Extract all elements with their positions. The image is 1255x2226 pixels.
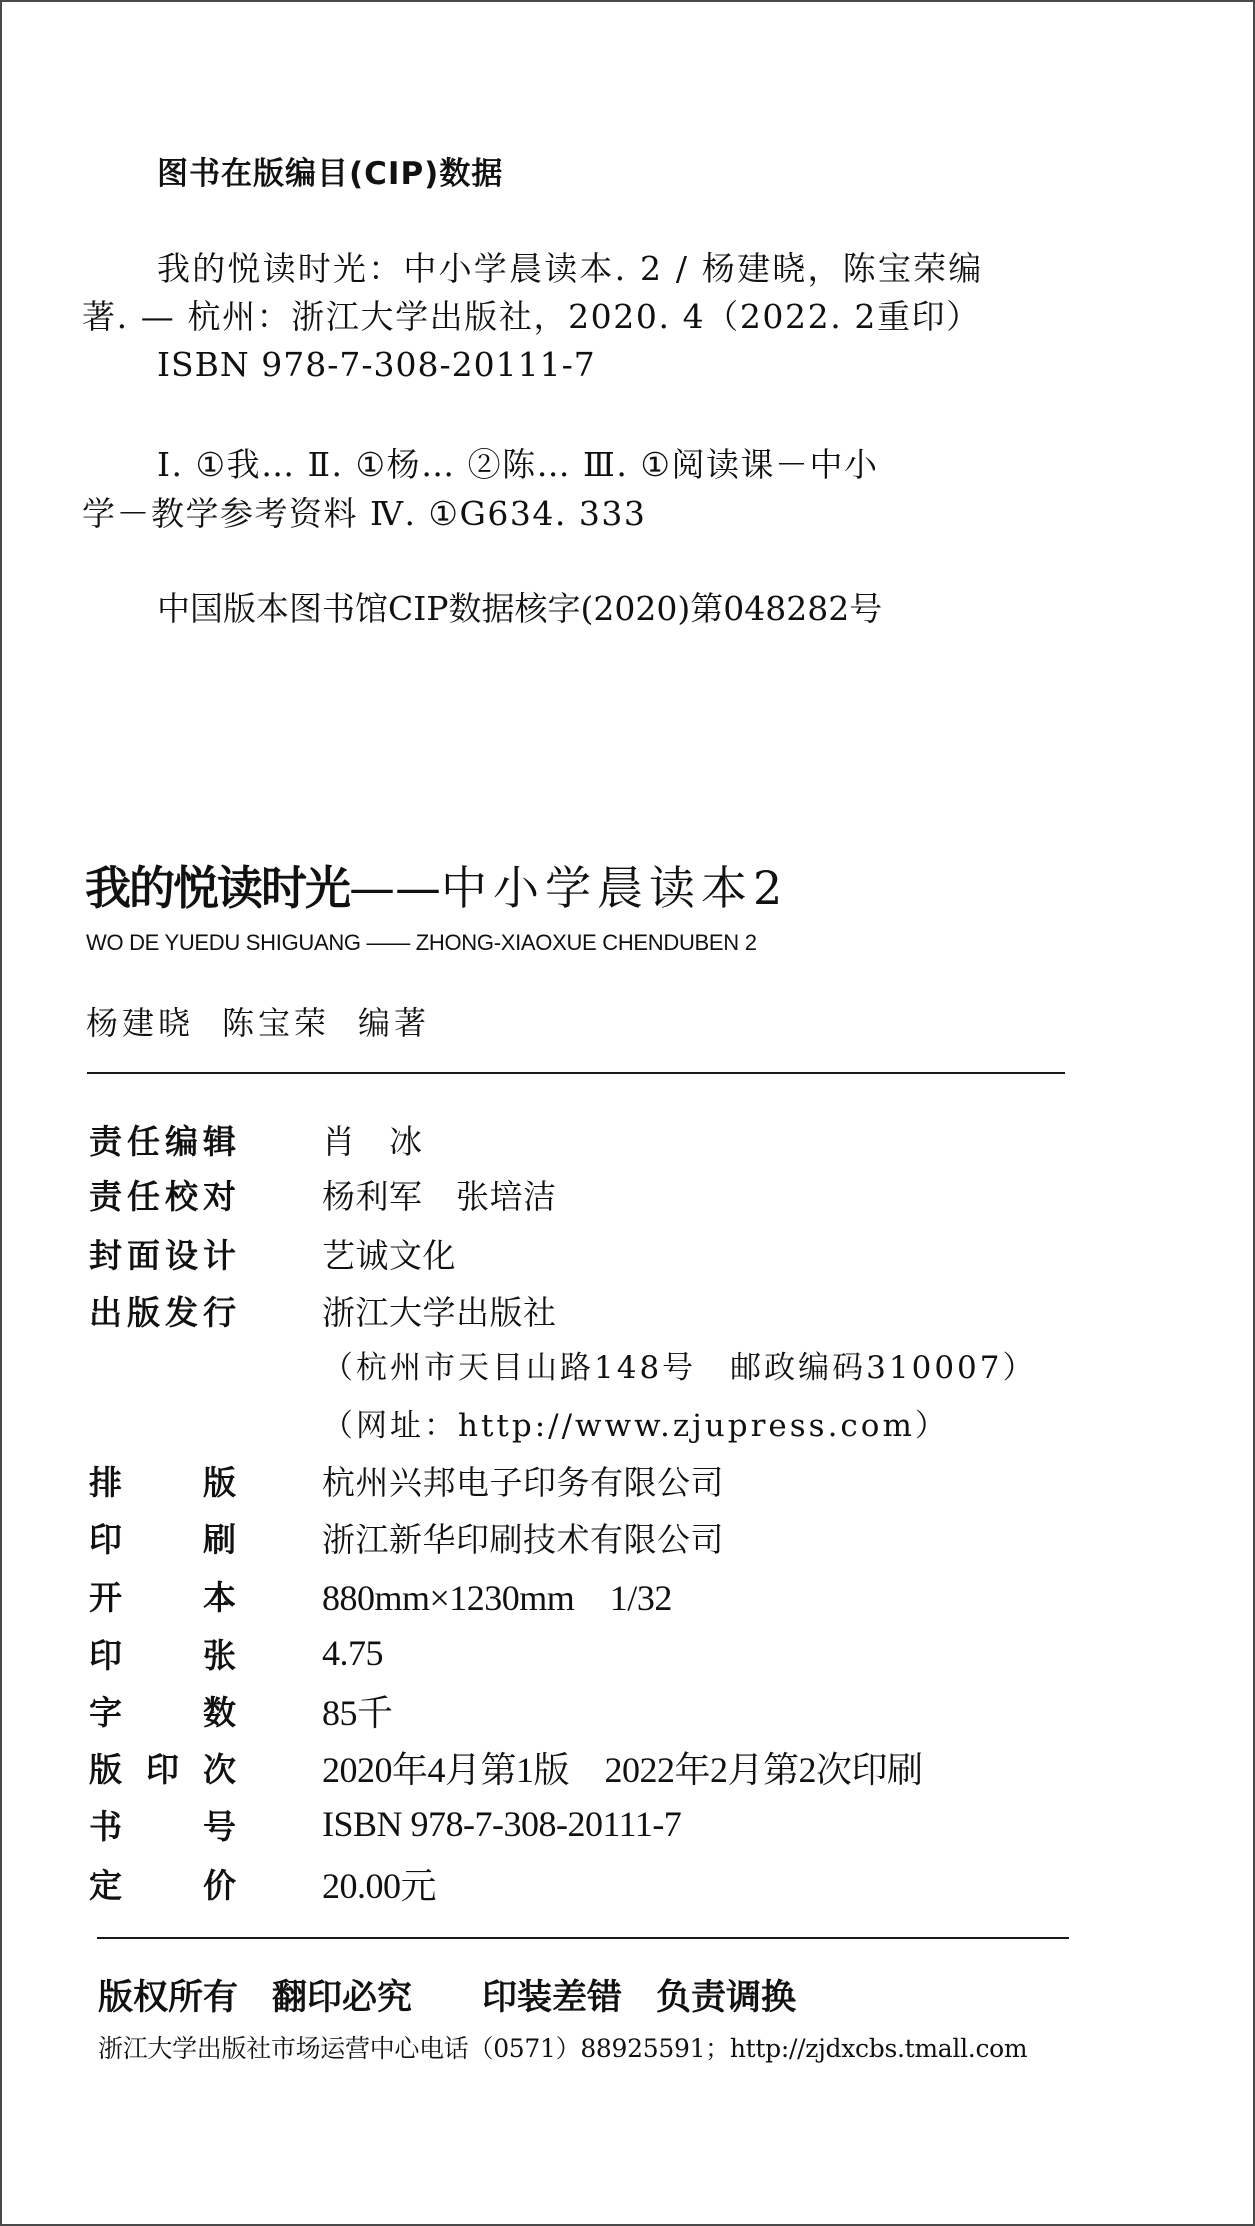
- detail-row: [89, 1863, 437, 1906]
- detail-row: [89, 1119, 423, 1159]
- cip-classification-2: 学－教学参考资料 Ⅳ. ①G634. 333: [82, 494, 647, 533]
- cip-approval-number: 中国版本图书馆CIP数据核字(2020)第048282号: [157, 589, 883, 628]
- detail-label-char: 印: [89, 1635, 122, 1675]
- detail-label-char: 任: [127, 1176, 160, 1216]
- detail-value: （网址：http://www.zjupress.com）: [322, 1407, 949, 1444]
- detail-label: [89, 1287, 279, 1334]
- detail-label-char: 书: [89, 1806, 122, 1846]
- detail-row: [89, 1575, 672, 1618]
- author-2: 陈宝荣: [222, 1004, 331, 1042]
- detail-value: （杭州市天目山路148号 邮政编码310007）: [322, 1349, 1037, 1386]
- detail-label-char: 对: [203, 1176, 236, 1216]
- contact-footer: 浙江大学出版社市场运营中心电话（0571）88925591；http://zjdxcbs.tmall.com: [98, 2034, 1028, 2063]
- detail-label-char: 价: [203, 1865, 236, 1905]
- detail-value: 杭州兴邦电子印务有限公司: [322, 1462, 724, 1502]
- book-title-pinyin: WO DE YUEDU SHIGUANG —— ZHONG-XIAOXUE CHENDUBEN 2: [86, 930, 757, 955]
- copyright-4: 负责调换: [656, 1978, 797, 2018]
- detail-value: 浙江大学出版社: [322, 1292, 557, 1332]
- detail-row: [89, 1690, 393, 1733]
- cip-isbn: ISBN 978-7-308-20111-7: [157, 345, 596, 384]
- detail-row: [89, 1517, 724, 1557]
- detail-label: [89, 1744, 279, 1791]
- detail-label-char: 号: [203, 1806, 236, 1846]
- copyright-2: 翻印必究: [272, 1978, 413, 2018]
- cip-line-2: 著. — 杭州：浙江大学出版社，2020. 4（2022. 2重印）: [82, 297, 981, 336]
- detail-label-char: 刷: [203, 1519, 236, 1559]
- divider-bottom: [97, 1937, 1069, 1939]
- detail-label-char: 版: [89, 1749, 122, 1789]
- copyright-1: 版权所有: [98, 1978, 239, 2018]
- detail-label-char: 辑: [203, 1121, 236, 1161]
- detail-label-char: 面: [127, 1235, 160, 1275]
- detail-row: [89, 1633, 383, 1673]
- detail-label: [89, 1630, 279, 1677]
- detail-label-char: 张: [203, 1635, 236, 1675]
- detail-label-char: 编: [165, 1121, 198, 1161]
- detail-value: 浙江新华印刷技术有限公司: [322, 1519, 724, 1559]
- book-authors: [86, 1004, 458, 1042]
- detail-value: 20.00元: [322, 1865, 437, 1906]
- detail-label-char: 定: [89, 1865, 122, 1905]
- detail-label-char: 次: [203, 1749, 236, 1789]
- detail-label-char: 字: [89, 1692, 122, 1732]
- divider-top: [87, 1072, 1065, 1074]
- book-title-main: 我的悦读时光: [85, 861, 349, 915]
- detail-label-char: 开: [89, 1577, 122, 1617]
- detail-row: [89, 1804, 681, 1844]
- detail-label-char: 本: [203, 1577, 236, 1617]
- detail-label-char: 数: [203, 1692, 236, 1732]
- detail-label-char: 责: [89, 1176, 122, 1216]
- detail-label-char: 排: [89, 1462, 122, 1502]
- book-title-sub: 中小学晨读本2: [441, 861, 789, 915]
- book-title-dash: ——: [349, 861, 441, 915]
- detail-label-char: 计: [203, 1235, 236, 1275]
- detail-label: [89, 1860, 279, 1907]
- detail-label: [89, 1687, 279, 1734]
- detail-row: [89, 1402, 949, 1442]
- copyright-notice: [98, 1978, 830, 2018]
- detail-row: [89, 1233, 456, 1273]
- detail-label-char: 设: [165, 1235, 198, 1275]
- detail-label-char: 发: [165, 1292, 198, 1332]
- detail-label-char: 印: [89, 1519, 122, 1559]
- detail-value: 85千: [322, 1692, 393, 1733]
- detail-value: 杨利军 张培洁: [322, 1176, 557, 1216]
- book-title: [85, 861, 789, 915]
- detail-value: 4.75: [322, 1633, 383, 1673]
- cip-classification-1: Ⅰ. ①我… Ⅱ. ①杨… ②陈… Ⅲ. ①阅读课－中小: [157, 445, 879, 484]
- detail-label-char: 任: [127, 1121, 160, 1161]
- detail-label: [89, 1171, 279, 1218]
- detail-label: [89, 1116, 279, 1163]
- detail-value: 2020年4月第1版 2022年2月第2次印刷: [322, 1749, 923, 1790]
- detail-row: [89, 1460, 724, 1500]
- detail-row: [89, 1174, 557, 1214]
- detail-value: 艺诚文化: [322, 1235, 456, 1275]
- detail-value: 880mm×1230mm 1/32: [322, 1577, 672, 1618]
- detail-label-char: 出: [89, 1292, 122, 1332]
- detail-label-char: 版: [127, 1292, 160, 1332]
- detail-row: [89, 1344, 1037, 1384]
- detail-label-char: 行: [203, 1292, 236, 1332]
- detail-label: [89, 1514, 279, 1561]
- detail-label: [89, 1457, 279, 1504]
- detail-label-char: 责: [89, 1121, 122, 1161]
- detail-label-char: 印: [146, 1749, 179, 1789]
- detail-label-char: 版: [203, 1462, 236, 1502]
- author-role: 编著: [358, 1004, 431, 1042]
- copyright-3: 印装差错: [482, 1978, 623, 2018]
- detail-row: [89, 1290, 557, 1330]
- detail-label: [89, 1572, 279, 1619]
- detail-label-char: 校: [165, 1176, 198, 1216]
- detail-label: [89, 1801, 279, 1848]
- detail-label: [89, 1230, 279, 1277]
- cip-heading: 图书在版编目(CIP)数据: [157, 156, 504, 192]
- detail-value: ISBN 978-7-308-20111-7: [322, 1804, 682, 1844]
- detail-value: 肖 冰: [322, 1121, 423, 1161]
- author-1: 杨建晓: [86, 1004, 195, 1042]
- detail-label-char: 封: [89, 1235, 122, 1275]
- cip-line-1: 我的悦读时光：中小学晨读本. 2 / 杨建晓，陈宝荣编: [157, 249, 984, 288]
- detail-row: [89, 1747, 923, 1790]
